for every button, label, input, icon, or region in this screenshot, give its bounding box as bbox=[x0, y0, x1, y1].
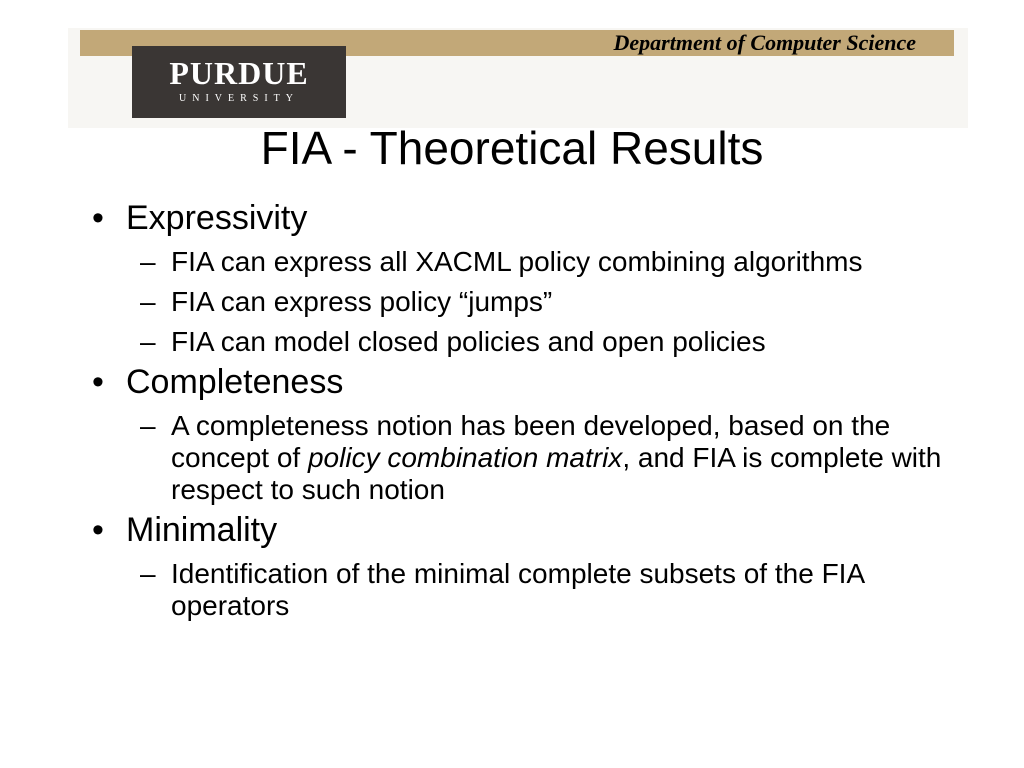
sub-item bbox=[84, 410, 964, 506]
slide-title: FIA - Theoretical Results bbox=[260, 122, 764, 174]
bullet-heading: Completeness bbox=[126, 363, 344, 401]
bullet-heading: Minimality bbox=[126, 511, 278, 549]
bullet-completeness bbox=[84, 362, 964, 402]
bullet-marker: • bbox=[92, 363, 104, 401]
sub-item bbox=[84, 286, 964, 318]
sub-item-text: Identification of the minimal complete subsets of the FIA operators bbox=[171, 558, 864, 621]
sub-item-text: A completeness notion has been developed, based on the concept of bbox=[171, 410, 891, 473]
sub-item-text: FIA can model closed policies and open policies bbox=[171, 326, 766, 357]
sub-marker: – bbox=[140, 558, 156, 589]
bullet-heading: Expressivity bbox=[126, 199, 308, 237]
sub-item bbox=[84, 326, 964, 358]
sub-marker: – bbox=[140, 246, 156, 277]
slide-body bbox=[84, 196, 964, 622]
sub-marker: – bbox=[140, 326, 156, 357]
purdue-logo bbox=[132, 46, 346, 118]
bullet-marker: • bbox=[92, 199, 104, 237]
sub-item bbox=[84, 558, 964, 622]
sub-item-text: FIA can express all XACML policy combining algorithms bbox=[171, 246, 863, 277]
department-name: Department of Computer Science bbox=[613, 30, 916, 55]
sub-item-text-continued: , and FIA is complete with respect to such notion bbox=[171, 442, 942, 505]
logo-subtitle: UNIVERSITY bbox=[179, 93, 299, 104]
sub-item-text: FIA can express policy “jumps” bbox=[171, 286, 553, 317]
logo-wordmark: PURDUE bbox=[169, 55, 309, 91]
sub-marker: – bbox=[140, 410, 156, 441]
bullet-marker: • bbox=[92, 511, 104, 549]
sub-item-emphasis: policy combination matrix bbox=[307, 442, 623, 473]
sub-item bbox=[84, 246, 964, 278]
bullet-expressivity bbox=[84, 198, 964, 238]
bullet-minimality bbox=[84, 510, 964, 550]
sub-marker: – bbox=[140, 286, 156, 317]
